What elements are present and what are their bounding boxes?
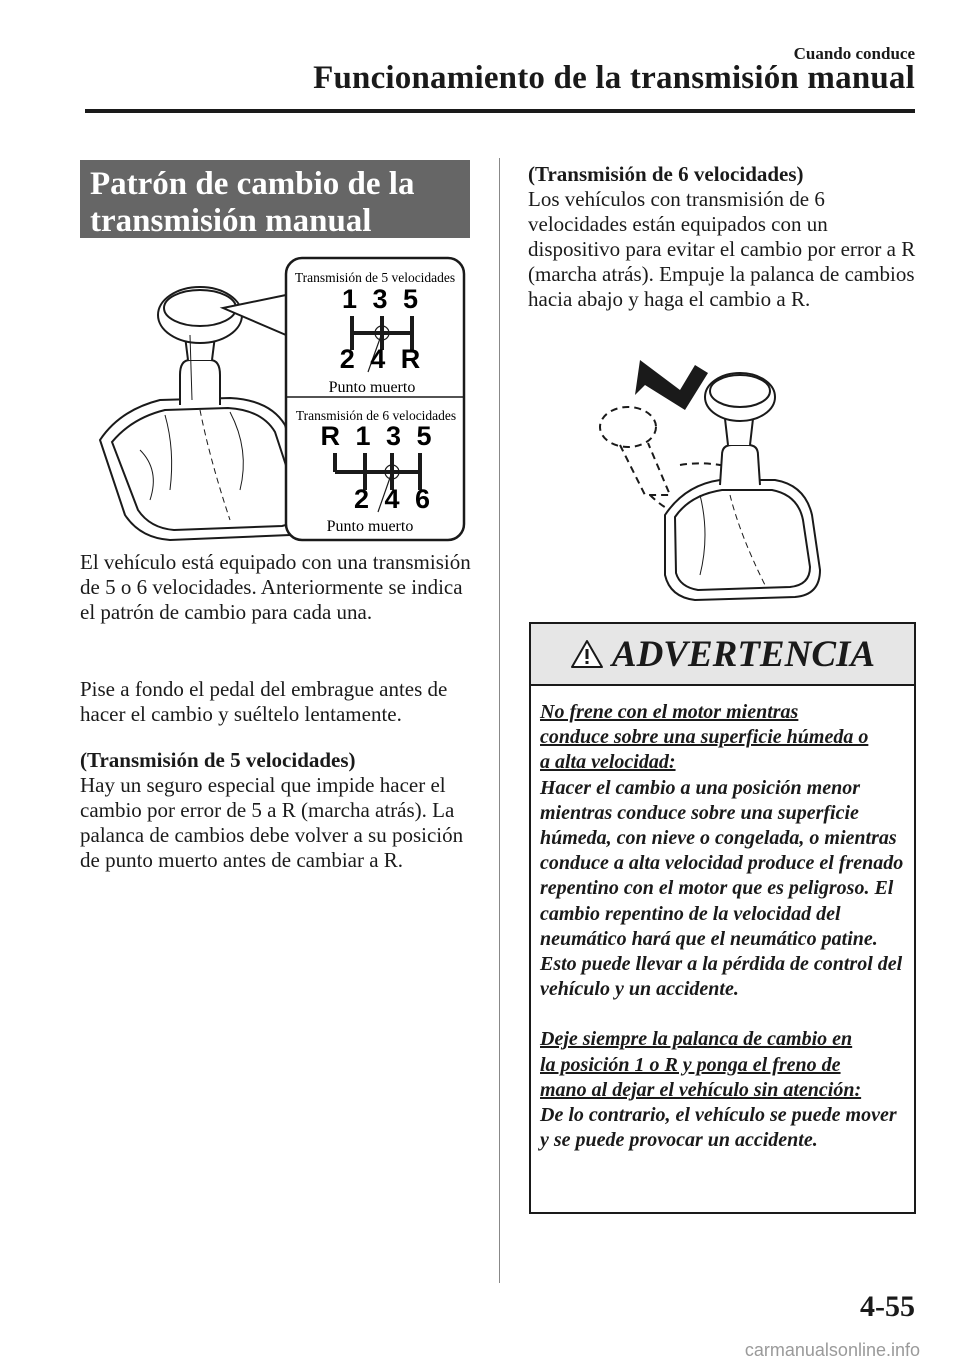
warning-heading-2b: la posición 1 o R y ponga el freno de (540, 1053, 841, 1076)
pattern-5-bottom: 2 4 R (339, 344, 425, 374)
paragraph-5-speed-text: Hay un seguro especial que impide hacer el cambio por error de 5 a R (marcha atrás). La palanca de cambios debe volver a su posición de punto muerto antes de cambiar a R. (80, 773, 464, 872)
section-heading-line2: transmisión manual (90, 203, 372, 239)
neutral-label-6: Punto muerto (326, 518, 414, 535)
warning-text-1: Hacer el cambio a una posición menor mientras conduce sobre una superficie húmeda, con nieve o congelada, o mientras conduce a alta velocidad produce el frenado repentino con el motor que es peligroso. El cambio repentino de la velocidad del neumático hará que el neumático patine. Esto puede llevar a la pérdida de control del vehículo y un accidente. (540, 776, 904, 1001)
warning-heading-1c: a alta velocidad: (540, 751, 676, 774)
paragraph-6-speed (528, 162, 918, 312)
warning-spacer (540, 1002, 904, 1027)
neutral-label-5: Punto muerto (328, 379, 416, 396)
paragraph-6-speed-heading: (Transmisión de 6 velocidades) (528, 162, 804, 186)
label-5-speed: Transmisión de 5 velocidades (294, 270, 456, 285)
pattern-6-bottom: 2 4 6 (353, 484, 435, 514)
section-heading-line1: Patrón de cambio de la (90, 166, 415, 202)
warning-box (529, 622, 916, 1214)
header-section-label: Cuando conduce (793, 44, 915, 63)
paragraph-clutch: Pise a fondo el pedal del embrague antes de hacer el cambio y suéltelo lentamente. (80, 677, 448, 726)
watermark[interactable]: carmanualsonline.info (744, 1340, 920, 1360)
warning-heading-1b: conduce sobre una superficie húmeda o (540, 726, 869, 749)
paragraph-5-speed-heading: (Transmisión de 5 velocidades) (80, 748, 356, 772)
reverse-shift-figure (590, 345, 830, 605)
page-number: 4-55 (860, 1290, 915, 1323)
paragraph-intro: El vehículo está equipado con una transmisión de 5 o 6 velocidades. Anteriormente se indica el patrón de cambio para cada una. (80, 550, 471, 624)
column-divider (499, 158, 500, 1283)
header-title: Funcionamiento de la transmisión manual (313, 60, 915, 96)
shift-pattern-figure (80, 250, 480, 545)
warning-heading-2a: Deje siempre la palanca de cambio en (540, 1028, 853, 1051)
paragraph-6-speed-text: Los vehículos con transmisión de 6 velocidades están equipados con un dispositivo para evitar el cambio por error a R (marcha atrás). Empuje la palanca de cambios hacia abajo y haga el cambio a R. (528, 187, 916, 311)
section-heading (80, 160, 470, 238)
gear-boot-illustration-right (665, 373, 820, 600)
warning-triangle-icon (570, 639, 604, 669)
pattern-5-top: 1 3 5 (341, 284, 423, 314)
header-rule (85, 109, 915, 113)
warning-text-2: De lo contrario, el vehículo se puede mover y se puede provocar un accidente. (540, 1104, 897, 1152)
warning-header (531, 624, 914, 686)
warning-heading-2c: mano al dejar el vehículo sin atención: (540, 1078, 862, 1101)
label-6-speed: Transmisión de 6 velocidades (295, 408, 457, 423)
warning-title: ADVERTENCIA (611, 633, 876, 675)
warning-body (531, 686, 914, 1153)
warning-heading-1a: No frene con el motor mientras (540, 701, 799, 723)
pattern-6-top: R 1 3 5 (320, 421, 436, 451)
push-arrow-icon (635, 360, 708, 410)
paragraph-5-speed (80, 748, 480, 873)
